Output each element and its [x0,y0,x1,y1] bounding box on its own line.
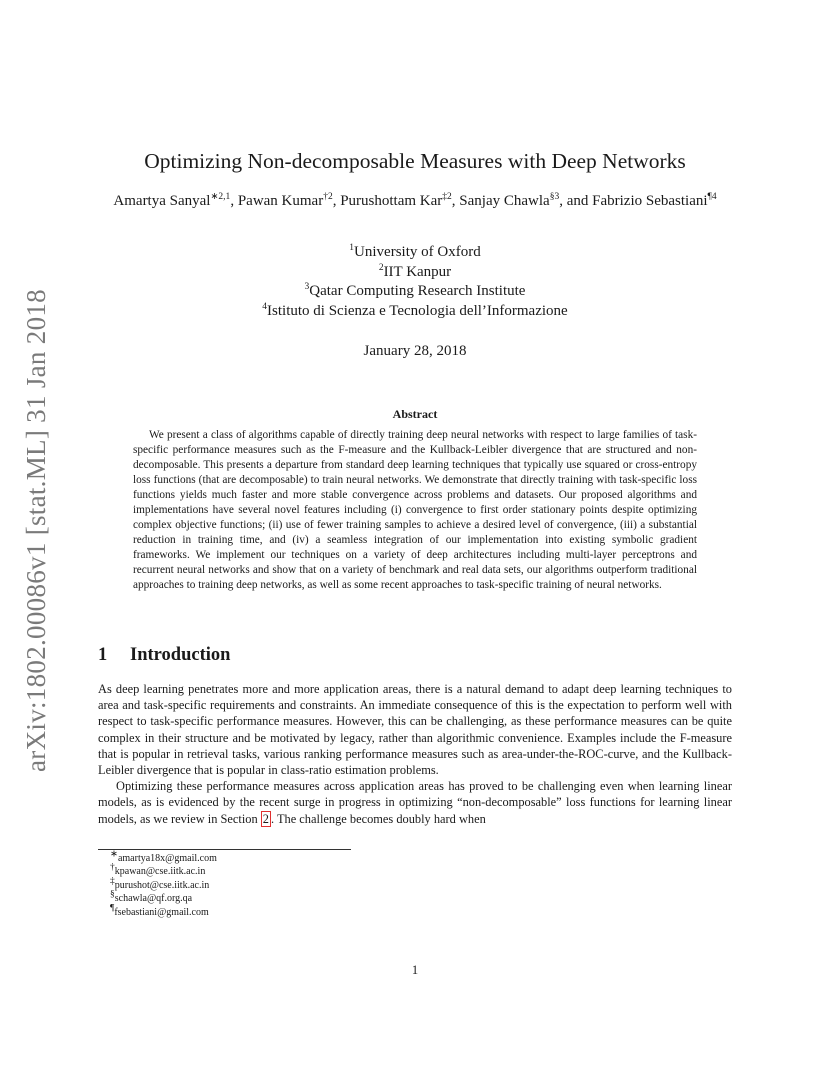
abstract-heading: Abstract [392,407,438,421]
footnote: ∗amartya18x@gmail.com [110,849,217,864]
affiliation-list [98,243,732,321]
footnote: ¶fsebastiani@gmail.com [110,903,209,918]
author-name: Purushottam Kar [340,193,443,209]
affiliation: $^1$University of Oxford [349,243,481,260]
footnote: †kpawan@cse.iitk.ac.in [110,863,206,878]
affiliation: $^4$Istituto di Scienza e Tecnologia dell’Informazione [262,301,568,319]
footnote: ‡purushot@cse.iitk.ac.in [110,876,210,891]
author-list: Amartya Sanyal$^{∗2,1}$, Pawan Kumar$^{\dagger 2}$, Purushottam Kar$^{\ddagger 2}$, Sanjay Chawla$^{\S 3}$, and Fabrizio Sebastiani$^{\P 4}$ [113,192,717,209]
author-mark: ‡2 [442,192,452,202]
author-mark: ∗2,1 [210,192,231,202]
section-reference-link[interactable]: 2 [262,811,269,826]
paper-title: Optimizing Non-decomposable Measures with Deep Networks [144,149,686,173]
author-name: Amartya Sanyal [113,193,211,209]
author-mark: †2 [323,192,333,202]
author-name: Pawan Kumar [237,193,324,209]
author-name: Sanjay Chawla [459,193,550,209]
affiliation: $^2$IIT Kanpur [378,262,452,280]
footnote-divider [98,849,351,850]
arxiv-identifier: arXiv:1802.00086v1 [stat.ML] 31 Jan 2018 [20,288,51,772]
paragraph: As deep learning penetrates more and more application areas, there is a natural demand to adapt deep learning techniques to area and task-specific requirements and constraints. An immediate consequence of this is the expectation to perform well with respect to task-specific performance measures. However, this can be challenging, as these performance measures can be quite complex in their structure and be motivated by legacy, rather than algorithmic convenience. Examples include the F-measure that is popular in retrieval tasks, various ranking performance measures such as area-under-the-ROC-curve, and the Kullback-Leibler divergence that is popular in class-ratio estimation problems. [98,682,732,778]
page-number: 1 [411,963,419,977]
author-name: Fabrizio Sebastiani [592,193,708,209]
introduction-body [98,681,732,827]
footnote-list [110,849,217,919]
affiliation: $^3$Qatar Computing Research Institute [304,282,526,299]
abstract-text: We present a class of algorithms capable of directly training deep neural networks with respect to large families of task-specific performance measures such as the F-measure and the Kullback-Leibler divergence that are structured and non-decomposable. This presents a departure from standard deep learning techniques that typically use squared or cross-entropy loss functions (that are decomposable) to train neural networks. We demonstrate that directly training with task-specific loss functions yields much faster and more stable convergence across problems and datasets. Our proposed algorithms and implementations have several novel features including (i) convergence to first order stationary points despite optimizing complex objective functions; (ii) use of fewer training samples to achieve a desired level of convergence, (iii) a substantial reduction in training time, and (iv) a seamless integration of our implementation into existing symbolic gradient frameworks. We implement our techniques on a variety of deep architectures including multi-layer perceptrons and recurrent neural networks and show that on a variety of benchmark and real data sets, our algorithms outperform traditional approaches to training deep networks, as well as some recent approaches to task-specific training of neural networks. [133,429,697,591]
section-number: 1 [98,645,108,665]
footnote: §schawla@qf.org.qa [110,889,193,905]
section-title: Introduction [130,645,231,665]
paper-date: January 28, 2018 [363,343,467,359]
author-mark: §3 [549,192,560,202]
arxiv-side-stamp [12,285,60,775]
section-heading [98,645,230,666]
author-mark: ¶4 [707,192,717,202]
paragraph: Optimizing these performance measures across application areas has proved to be challenging even when learning linear models, as is evidenced by the recent surge in progress in optimizing “non-decomposable” loss functions for learning linear models, as we review in Section 2 . The challenge becomes doubly hard when [98,779,732,826]
